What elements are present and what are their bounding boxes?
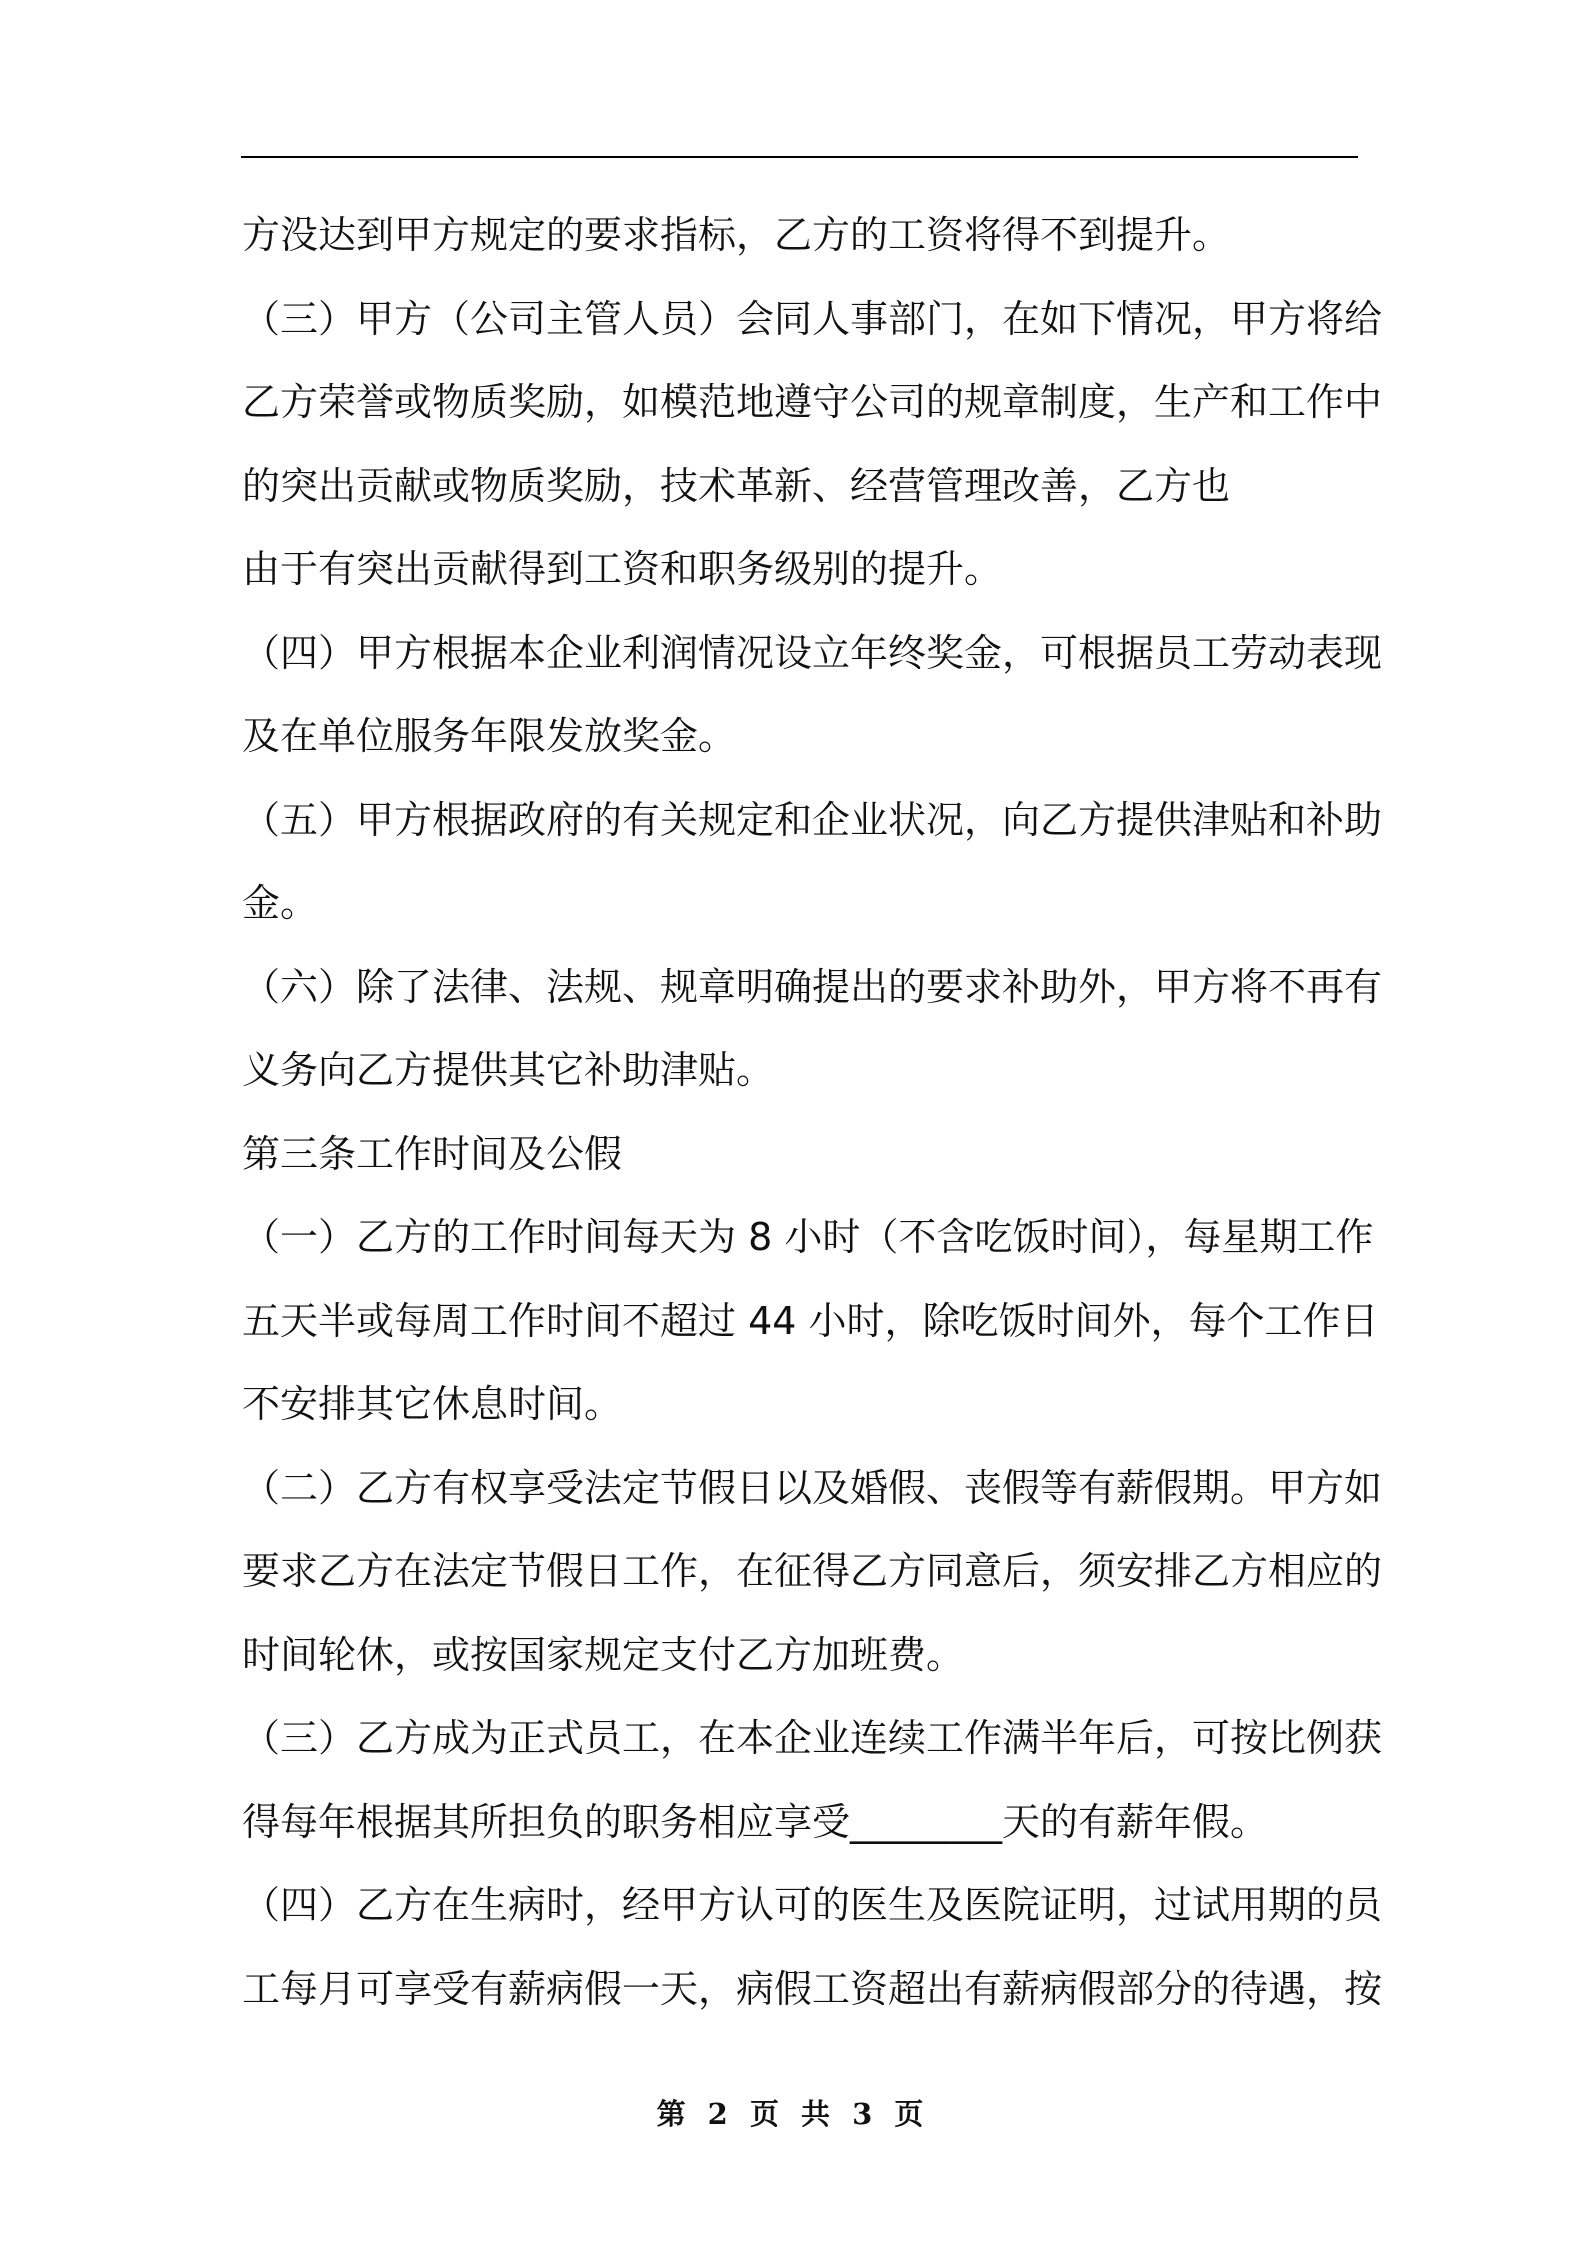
text-line: 及在单位服务年限发放奖金。 xyxy=(242,714,737,758)
text-line: （五）甲方根据政府的有关规定和企业状况，向乙方提供津贴和补助 xyxy=(242,797,1383,842)
header-divider xyxy=(241,156,1358,158)
text-line: （三）甲方（公司主管人员）会同人事部门，在如下情况，甲方将给 xyxy=(242,296,1383,341)
text-line: 不安排其它休息时间。 xyxy=(242,1382,623,1426)
text-line: （一）乙方的工作时间每天为 8 小时（不含吃饭时间），每星期工作 xyxy=(242,1215,1374,1259)
document-body xyxy=(242,194,1383,2031)
text-line: 五天半或每周工作时间不超过 44 小时，除吃饭时间外，每个工作日 xyxy=(242,1298,1379,1343)
text-line: （二）乙方有权享受法定节假日以及婚假、丧假等有薪假期。甲方如 xyxy=(242,1465,1383,1510)
text-line: 得每年根据其所担负的职务相应享受________天的有薪年假。 xyxy=(242,1799,1269,1844)
section-heading: 第三条工作时间及公假 xyxy=(242,1131,623,1176)
text-line: 由于有突出贡献得到工资和职务级别的提升。 xyxy=(242,547,1003,591)
text-line: 时间轮休，或按国家规定支付乙方加班费。 xyxy=(242,1632,965,1677)
page-number: 第 2 页 共 3 页 xyxy=(656,2097,930,2131)
text-line: 乙方荣誉或物质奖励，如模范地遵守公司的规章制度，生产和工作中 xyxy=(242,380,1383,424)
text-line: （三）乙方成为正式员工，在本企业连续工作满半年后，可按比例获 xyxy=(242,1716,1383,1760)
text-line: 金。 xyxy=(242,881,319,925)
text-line: 工每月可享受有薪病假一天，病假工资超出有薪病假部分的待遇，按 xyxy=(242,1966,1383,2011)
text-line: （四）乙方在生病时，经甲方认可的医生及医院证明，过试用期的员 xyxy=(242,1883,1383,1927)
text-line: 要求乙方在法定节假日工作，在征得乙方同意后，须安排乙方相应的 xyxy=(242,1549,1383,1593)
text-line: 方没达到甲方规定的要求指标，乙方的工资将得不到提升。 xyxy=(242,213,1231,257)
text-line: 的突出贡献或物质奖励，技术革新、经营管理改善，乙方也 xyxy=(242,463,1231,508)
text-line: （四）甲方根据本企业利润情况设立年终奖金，可根据员工劳动表现 xyxy=(242,630,1383,675)
text-line: 义务向乙方提供其它补助津贴。 xyxy=(242,1048,775,1092)
text-line: （六）除了法律、法规、规章明确提出的要求补助外，甲方将不再有 xyxy=(242,964,1383,1009)
